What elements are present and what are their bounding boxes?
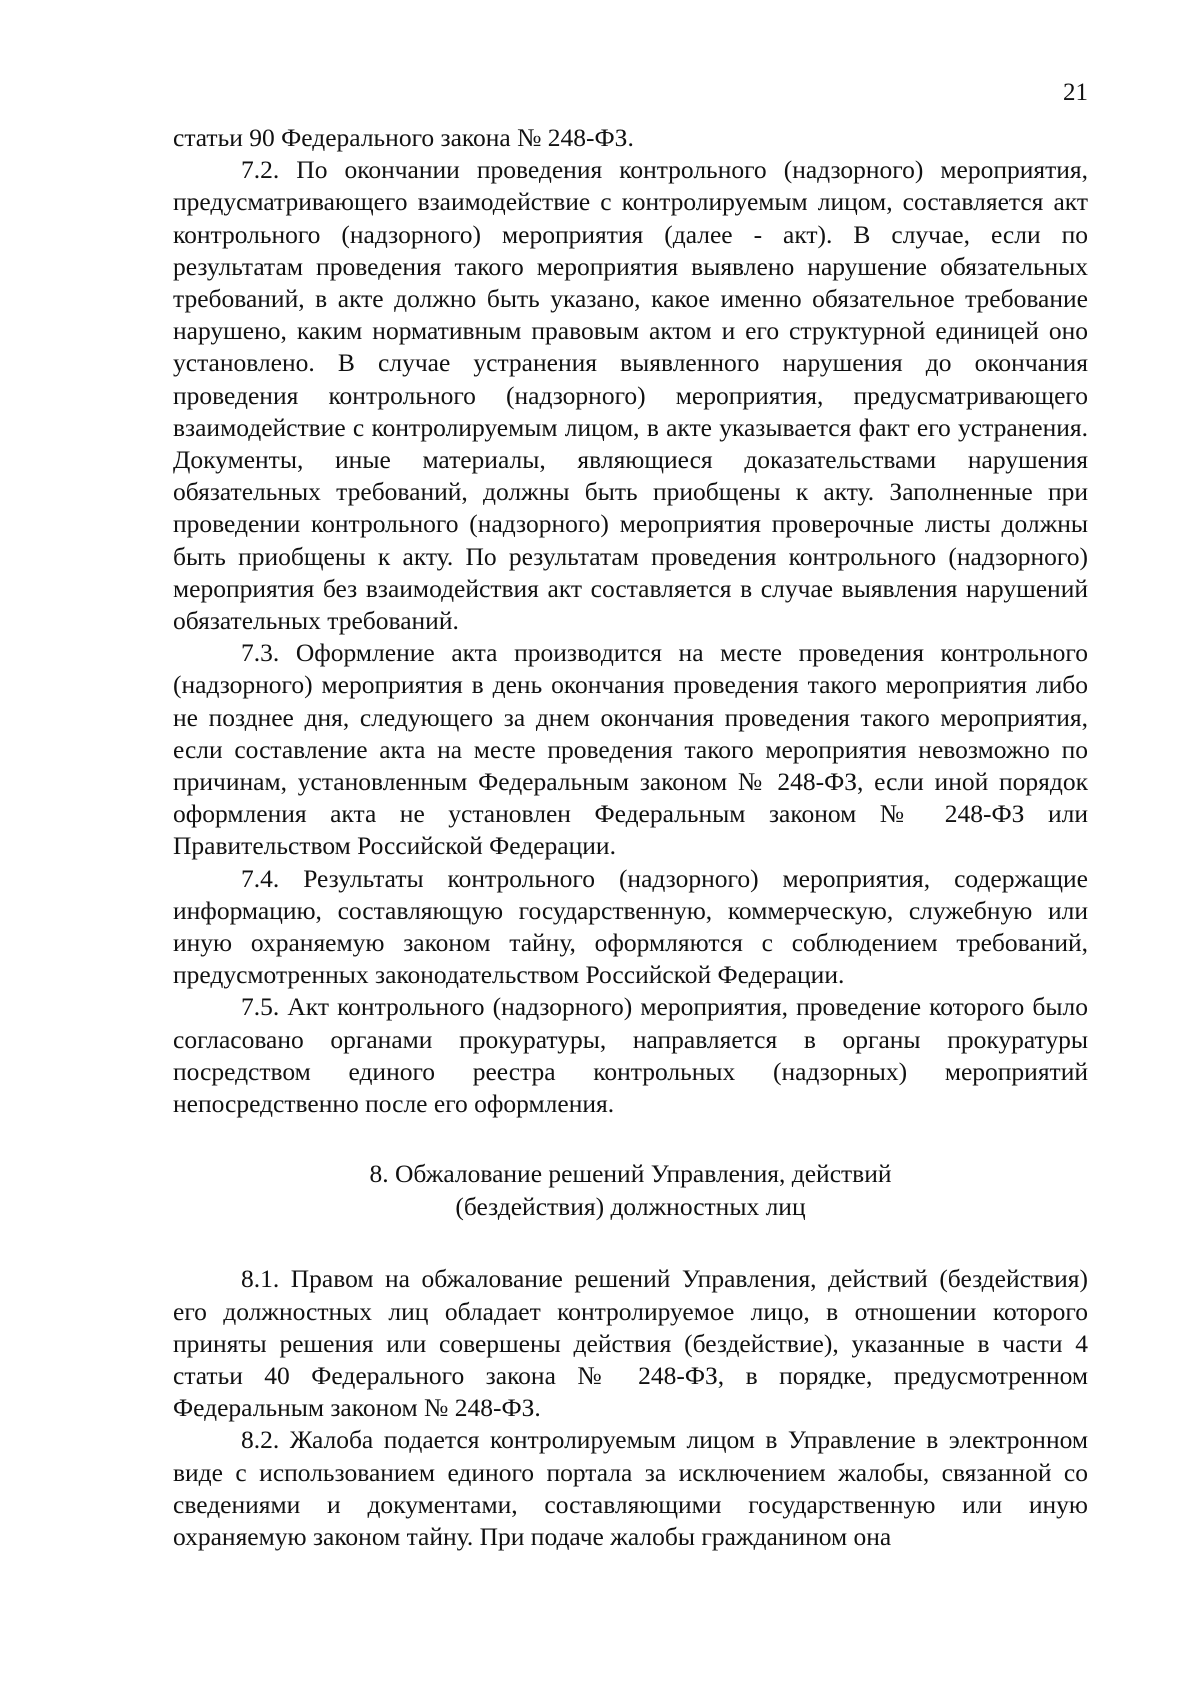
paragraph-continuation: статьи 90 Федерального закона № 248-ФЗ. <box>173 123 634 152</box>
section-heading <box>173 1157 1088 1223</box>
paragraph-7-2: 7.2. По окончании проведения контрольного (надзорного) мероприятия, предусматривающего взаимодействие с контролируемым лицом, составляется акт контрольного (надзорного) мероприятия (далее - акт). В случае, если по результатам проведения такого мероприятия выявлено нарушение обязательных требований, в акте должно быть указано, какое именно обязательное требование нарушено, каким нормативным правовым актом и его структурной единицей оно установлено. В случае устранения выявленного нарушения до окончания проведения контрольного (надзорного) мероприятия, предусматривающего взаимодействие с контролируемым лицом, в акте указывается факт его устранения. Документы, иные материалы, являющиеся доказательствами нарушения обязательных требований, должны быть приобщены к акту. Заполненные при проведении контрольного (надзорного) мероприятия проверочные листы должны быть приобщены к акту. По результатам проведения контрольного (надзорного) мероприятия без взаимодействия акт составляется в случае выявления нарушений обязательных требований. <box>173 155 1088 636</box>
section-heading-line-2: (бездействия) должностных лиц <box>455 1192 806 1222</box>
page-number: 21 <box>1063 79 1088 106</box>
paragraph-7-4: 7.4. Результаты контрольного (надзорного) мероприятия, содержащие информацию, составляющую государственную, коммерческую, служебную или иную охраняемую законом тайну, оформляются с соблюдением требований, предусмотренных законодательством Российской Федерации. <box>173 863 1088 990</box>
paragraph-7-5: 7.5. Акт контрольного (надзорного) мероприятия, проведение которого было согласовано органами прокуратуры, направляется в органы прокуратуры посредством единого реестра контрольных (надзорных) мероприятий непосредственно после его оформления. <box>173 992 1088 1119</box>
section-heading-line-1: 8. Обжалование решений Управления, действий <box>369 1159 892 1189</box>
paragraph-8-1: 8.1. Правом на обжалование решений Управления, действий (бездействия) его должностных лиц обладает контролируемое лицо, в отношении которого приняты решения или совершены действия (бездействие), указанные в части 4 статьи 40 Федерального закона № 248-ФЗ, в порядке, предусмотренном Федеральным законом № 248-ФЗ. <box>173 1264 1088 1423</box>
document-body <box>173 122 1088 1553</box>
paragraph-7-3: 7.3. Оформление акта производится на месте проведения контрольного (надзорного) мероприятия в день окончания проведения такого мероприятия либо не позднее дня, следующего за днем окончания проведения такого мероприятия, если составление акта на месте проведения такого мероприятия невозможно по причинам, установленным Федеральным законом № 248-ФЗ, если иной порядок оформления акта не установлен Федеральным законом № 248-ФЗ или Правительством Российской Федерации. <box>173 638 1088 861</box>
paragraph-8-2: 8.2. Жалоба подается контролируемым лицом в Управление в электронном виде с использованием единого портала за исключением жалобы, связанной со сведениями и документами, составляющими государственную или иную охраняемую законом тайну. При подаче жалобы гражданином она <box>173 1425 1088 1551</box>
